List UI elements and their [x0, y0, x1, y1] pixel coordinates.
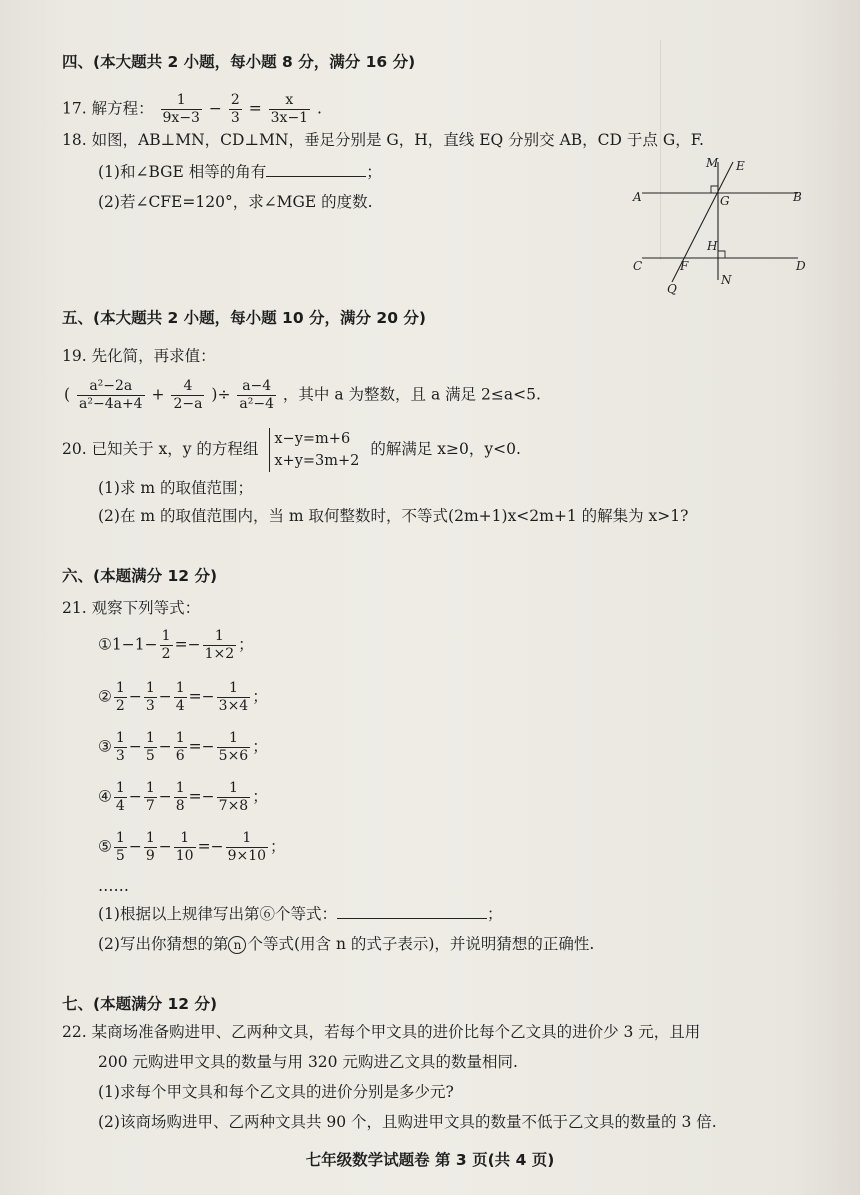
geometry-figure	[630, 150, 810, 300]
fraction: $\frac{1}{5}$	[145, 730, 155, 764]
fraction: $\frac{x}{3x-1}$	[270, 92, 309, 126]
fraction: $\frac{1}{7}$	[145, 780, 155, 814]
fraction: $\frac{1}{9\times 10}$	[227, 830, 267, 864]
question-21-stem: 21. 观察下列等式：	[62, 599, 201, 617]
question-20-part1: (1)求 m 的取值范围；	[98, 479, 254, 497]
section-5-heading: 五、(本大题共 2 小题，每小题 10 分，满分 20 分)	[62, 309, 426, 327]
equation-4: ④ $\frac{1}{4}$ − $\frac{1}{7}$ − $\frac{1}{8}$ =− $\frac{1}{7\times 8}$ ；	[98, 780, 268, 814]
question-21-part1: (1)根据以上规律写出第⑥个等式： ；	[98, 905, 503, 923]
fraction: $\frac{1}{2}$	[161, 628, 171, 662]
section-4-heading: 四、(本大题共 2 小题，每小题 8 分，满分 16 分)	[62, 53, 416, 71]
section-6-heading: 六、(本题满分 12 分)	[62, 567, 218, 585]
label-H: H	[707, 239, 718, 253]
label-B: B	[793, 190, 802, 204]
fraction: $\frac{\text{a²−2a}}{\text{a²−4a+4}}$	[79, 378, 143, 412]
question-18-stem: 18. 如图，AB⊥MN，CD⊥MN，垂足分别是 G，H，直线 EQ 分别交 AB，CD 于点 G，F.	[62, 131, 704, 149]
fraction: $\frac{a-4}{\text{a²−4}}$	[239, 378, 274, 412]
fraction: $\frac{1}{5\times 6}$	[218, 730, 249, 764]
label-D: D	[796, 259, 806, 273]
question-19-stem: 19. 先化简，再求值：	[62, 347, 216, 365]
section-7-heading: 七、(本题满分 12 分)	[62, 995, 218, 1013]
q17-label: 17. 解方程：	[62, 99, 154, 118]
fraction: $\frac{2}{3}$	[230, 92, 240, 126]
right-angle-mark	[718, 251, 725, 258]
fraction: $\frac{1}{7\times 8}$	[218, 780, 249, 814]
equation-5: ⑤ $\frac{1}{5}$ − $\frac{1}{9}$ − $\frac{1}{10}$ =− $\frac{1}{9\times 10}$ ；	[98, 830, 286, 864]
fraction: $\frac{1}{9}$	[145, 830, 155, 864]
label-G: G	[720, 194, 730, 208]
fraction: $\frac{1}{3\times 4}$	[218, 680, 249, 714]
question-22-part1: (1)求每个甲文具和每个乙文具的进价分别是多少元?	[98, 1083, 454, 1101]
question-17: 17. 解方程： $\frac{1}{9x-3}$ − $\frac{2}{3}$ = $\frac{x}{3x-1}$ .	[62, 92, 322, 126]
equation-1: ①1−1− $\frac{1}{2}$ =− $\frac{1}{1\times 2}$ ；	[98, 628, 254, 662]
fraction: $\frac{1}{3}$	[115, 730, 125, 764]
fraction: $\frac{1}{10}$	[175, 830, 194, 864]
fraction: $\frac{1}{5}$	[115, 830, 125, 864]
fraction: $\frac{1}{2}$	[115, 680, 125, 714]
fraction: $\frac{1}{4}$	[175, 680, 185, 714]
question-18-part2: (2)若∠CFE=120°，求∠MGE 的度数.	[98, 193, 373, 211]
label-M: M	[706, 156, 719, 170]
label-C: C	[633, 259, 643, 273]
fraction: $\frac{4}{2-a}$	[173, 378, 203, 412]
question-19-expression: ( $\frac{\text{a²−2a}}{\text{a²−4a+4}}$ + $\frac{4}{2-a}$ )÷ $\frac{a-4}{\text{a²−4}}$ ，其中 a 为整数，且 a 满足 2≤a<5.	[64, 378, 541, 412]
fraction: $\frac{1}{1\times 2}$	[204, 628, 235, 662]
label-N: N	[721, 273, 732, 287]
page-footer: 七年级数学试题卷 第 3 页(共 4 页)	[305, 1151, 555, 1169]
question-22-line1: 22. 某商场准备购进甲、乙两种文具，若每个甲文具的进价比每个乙文具的进价少 3 元，且用	[62, 1023, 701, 1041]
equation-2: ② $\frac{1}{2}$ − $\frac{1}{3}$ − $\frac{1}{4}$ =− $\frac{1}{3\times 4}$ ；	[98, 680, 268, 714]
question-21-part2: (2)写出你猜想的第 n 个等式(用含 n 的式子表示)，并说明猜想的正确性.	[98, 935, 595, 953]
question-18-part1: (1)和∠BGE 相等的角有 ；	[98, 163, 382, 181]
label-A: A	[633, 190, 642, 204]
label-Q: Q	[667, 282, 677, 296]
label-E: E	[736, 159, 745, 173]
question-22-part2: (2)该商场购进甲、乙两种文具共 90 个，且购进甲文具的数量不低于乙文具的数量的 3 倍.	[98, 1113, 717, 1131]
answer-blank	[337, 904, 487, 919]
circled-n: n	[228, 936, 246, 954]
fraction: $\frac{1}{4}$	[115, 780, 125, 814]
equation-3: ③ $\frac{1}{3}$ − $\frac{1}{5}$ − $\frac{1}{6}$ =− $\frac{1}{5\times 6}$ ；	[98, 730, 268, 764]
ellipsis: ……	[98, 877, 129, 895]
right-angle-mark	[711, 186, 718, 193]
equation-system: x−y=m+6 x+y=3m+2	[269, 428, 359, 472]
fraction: $\frac{1}{9x-3}$	[162, 92, 200, 126]
fraction: $\frac{1}{3}$	[145, 680, 155, 714]
question-22-line2: 200 元购进甲文具的数量与用 320 元购进乙文具的数量相同.	[98, 1053, 518, 1071]
label-F: F	[680, 259, 689, 273]
question-20-stem: 20. 已知关于 x，y 的方程组 x−y=m+6 x+y=3m+2 的解满足 x≥0，y<0.	[62, 428, 521, 472]
fraction: $\frac{1}{8}$	[175, 780, 185, 814]
answer-blank	[266, 162, 366, 177]
question-20-part2: (2)在 m 的取值范围内，当 m 取何整数时，不等式(2m+1)x<2m+1 的解集为 x>1?	[98, 507, 689, 525]
fraction: $\frac{1}{6}$	[175, 730, 185, 764]
